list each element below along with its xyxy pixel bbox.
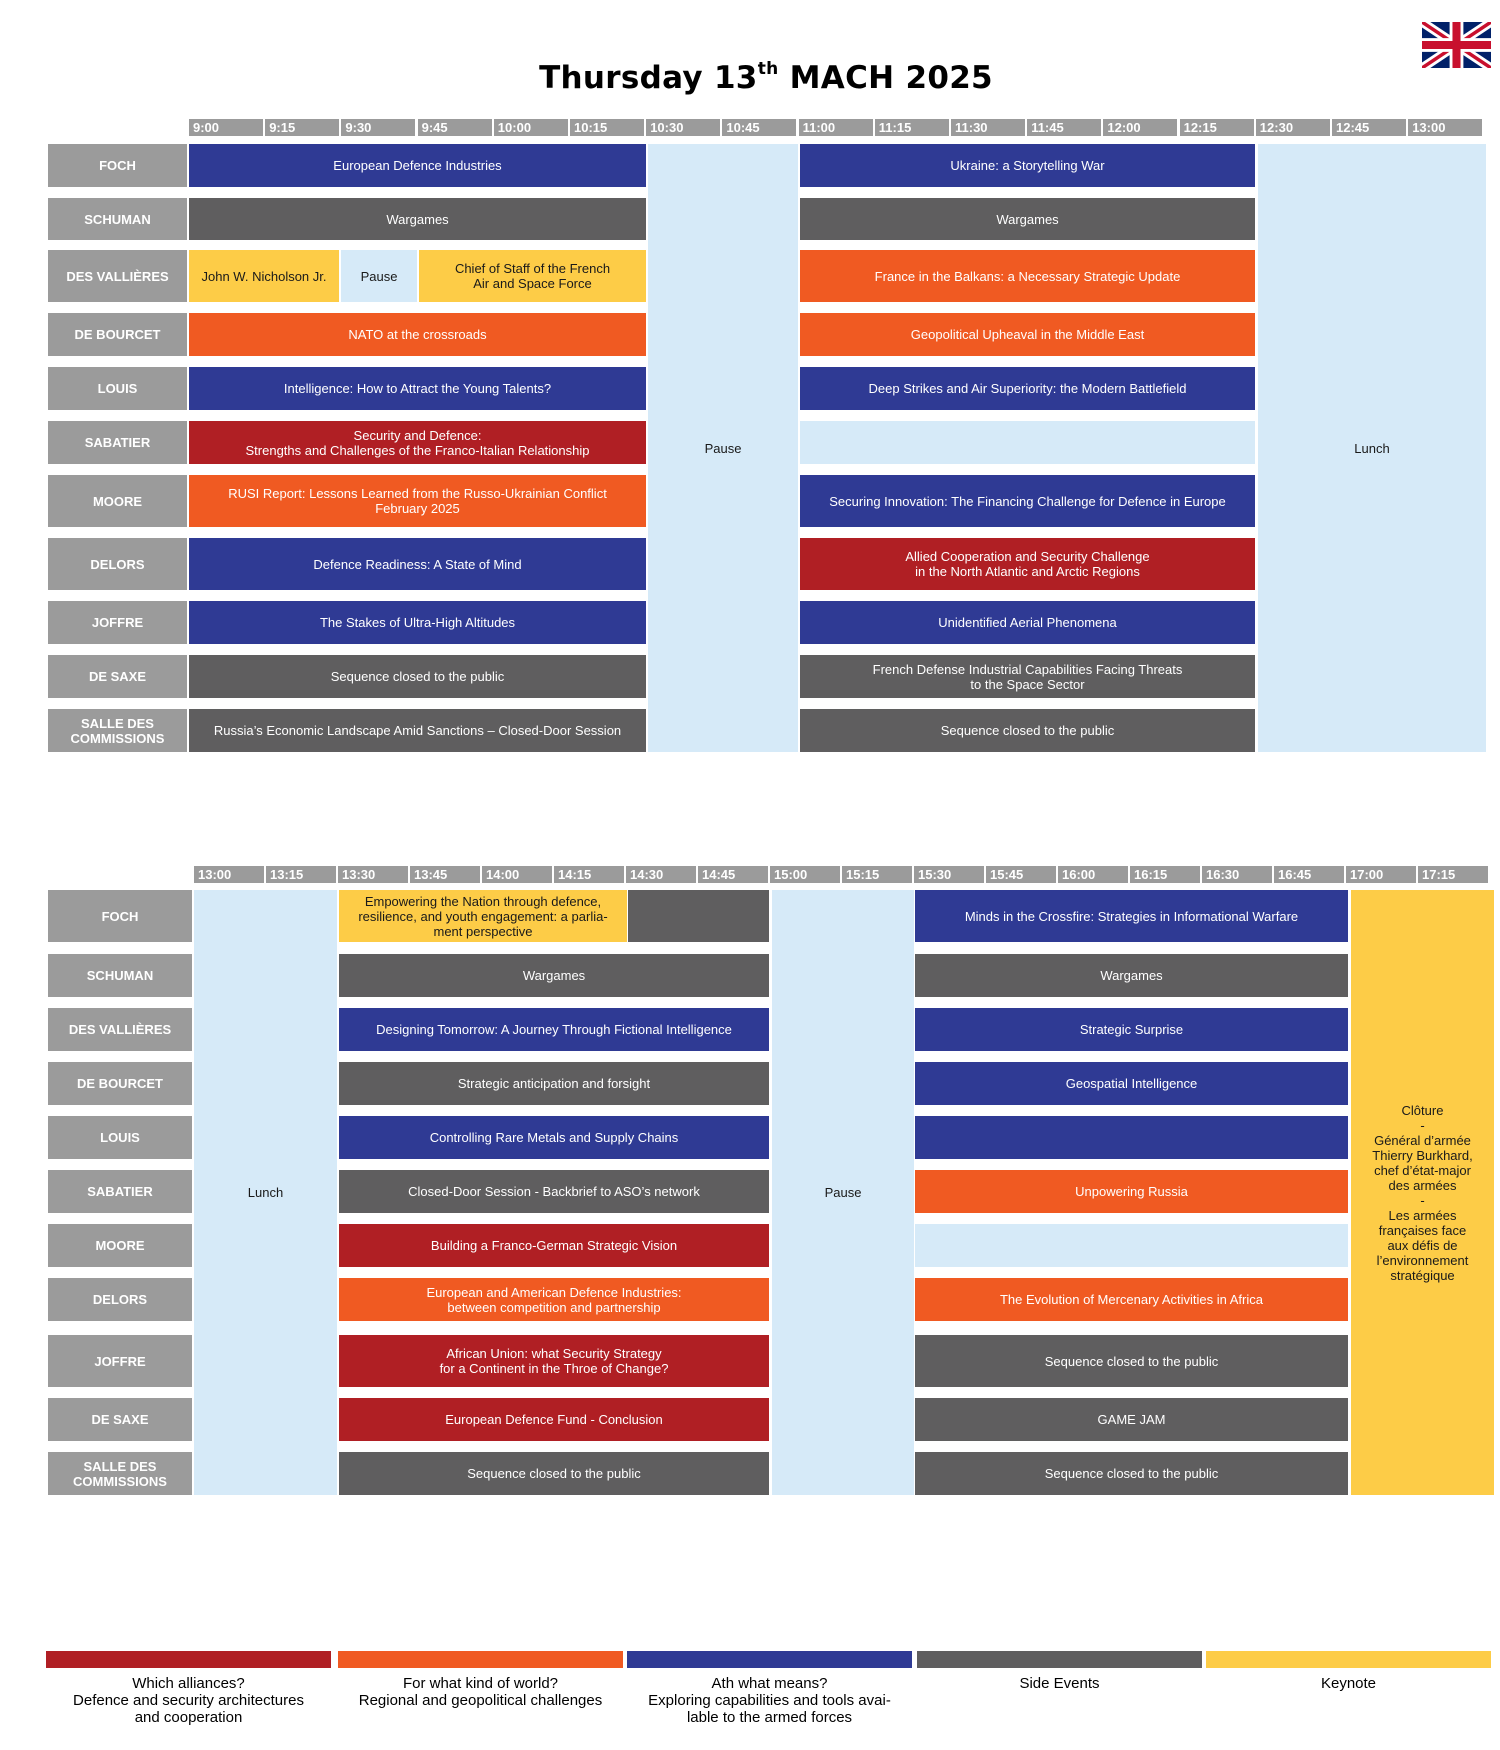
- session-cell[interactable]: Pause: [341, 250, 417, 302]
- session-cell[interactable]: Sequence closed to the public: [915, 1452, 1348, 1495]
- time-slot-label: 15:15: [842, 866, 912, 883]
- time-slot-label: 12:15: [1180, 119, 1254, 136]
- time-slot-label: 15:30: [914, 866, 984, 883]
- time-slot-label: 14:15: [554, 866, 624, 883]
- legend-swatch: [338, 1651, 623, 1668]
- session-cell[interactable]: [628, 890, 769, 942]
- session-cell[interactable]: [915, 1116, 1348, 1159]
- time-slot-label: 16:30: [1202, 866, 1272, 883]
- session-cell[interactable]: [800, 421, 1255, 464]
- session-cell[interactable]: Geospatial Intelligence: [915, 1062, 1348, 1105]
- session-cell[interactable]: Building a Franco-German Strategic Vision: [339, 1224, 769, 1267]
- session-cell[interactable]: Sequence closed to the public: [339, 1452, 769, 1495]
- session-cell[interactable]: NATO at the crossroads: [189, 313, 646, 356]
- session-cell[interactable]: European Defence Industries: [189, 144, 646, 187]
- session-cell[interactable]: Chief of Staff of the French Air and Space Force: [419, 250, 646, 302]
- legend-swatch: [1206, 1651, 1491, 1668]
- session-cell[interactable]: Strategic Surprise: [915, 1008, 1348, 1051]
- time-slot-label: 12:00: [1103, 119, 1177, 136]
- lunch-block: Lunch: [194, 890, 337, 1495]
- time-slot-label: 11:15: [875, 119, 949, 136]
- session-cell[interactable]: Strategic anticipation and forsight: [339, 1062, 769, 1105]
- session-cell[interactable]: GAME JAM: [915, 1398, 1348, 1441]
- session-cell[interactable]: African Union: what Security Strategy for a Continent in the Throe of Change?: [339, 1335, 769, 1387]
- room-label: DES VALLIÈRES: [48, 250, 187, 302]
- time-slot-label: 14:00: [482, 866, 552, 883]
- room-label: DE SAXE: [48, 655, 187, 698]
- room-label: SALLE DES COMMISSIONS: [48, 709, 187, 752]
- legend-label: Which alliances? Defence and security architectures and cooperation: [73, 1675, 304, 1726]
- legend-label: Side Events: [1019, 1675, 1100, 1692]
- room-label: FOCH: [48, 144, 187, 187]
- room-label: DE SAXE: [48, 1398, 192, 1441]
- room-label: JOFFRE: [48, 601, 187, 644]
- time-slot-label: 14:30: [626, 866, 696, 883]
- session-cell[interactable]: European Defence Fund - Conclusion: [339, 1398, 769, 1441]
- session-cell[interactable]: Sequence closed to the public: [915, 1335, 1348, 1387]
- session-cell[interactable]: Securing Innovation: The Financing Challenge for Defence in Europe: [800, 475, 1255, 527]
- room-label: FOCH: [48, 890, 192, 942]
- session-cell[interactable]: Unidentified Aerial Phenomena: [800, 601, 1255, 644]
- session-cell[interactable]: Sequence closed to the public: [800, 709, 1255, 752]
- room-label: MOORE: [48, 475, 187, 527]
- page-title: Thursday 13th MACH 2025: [539, 58, 993, 96]
- session-cell[interactable]: Controlling Rare Metals and Supply Chains: [339, 1116, 769, 1159]
- uk-flag-icon[interactable]: [1422, 22, 1491, 68]
- time-slot-label: 9:30: [341, 119, 415, 136]
- time-slot-label: 16:45: [1274, 866, 1344, 883]
- session-cell[interactable]: Geopolitical Upheaval in the Middle East: [800, 313, 1255, 356]
- session-cell[interactable]: Ukraine: a Storytelling War: [800, 144, 1255, 187]
- session-cell[interactable]: Wargames: [189, 198, 646, 240]
- time-slot-label: 12:30: [1256, 119, 1330, 136]
- time-slot-label: 10:45: [722, 119, 796, 136]
- time-slot-label: 13:00: [1408, 119, 1482, 136]
- session-cell[interactable]: Defence Readiness: A State of Mind: [189, 538, 646, 590]
- room-label: SALLE DES COMMISSIONS: [48, 1452, 192, 1495]
- session-cell[interactable]: Wargames: [800, 198, 1255, 240]
- time-slot-label: 12:45: [1332, 119, 1406, 136]
- room-label: DE BOURCET: [48, 1062, 192, 1105]
- session-cell[interactable]: French Defense Industrial Capabilities Facing Threats to the Space Sector: [800, 655, 1255, 698]
- closing-keynote-block[interactable]: Clôture - Général d’armée Thierry Burkhard, chef d’état-major des armées - Les armées françaises face aux défis de l’environnement stratégique: [1351, 890, 1494, 1495]
- session-cell[interactable]: The Stakes of Ultra-High Altitudes: [189, 601, 646, 644]
- room-label: DE BOURCET: [48, 313, 187, 356]
- time-slot-label: 16:15: [1130, 866, 1200, 883]
- time-slot-label: 9:45: [418, 119, 492, 136]
- lunch-block: Lunch: [1258, 144, 1486, 752]
- room-label: SCHUMAN: [48, 954, 192, 997]
- legend-swatch: [627, 1651, 912, 1668]
- session-cell[interactable]: Empowering the Nation through defence, resilience, and youth engagement: a parlia- ment perspective: [339, 890, 627, 942]
- session-cell[interactable]: Designing Tomorrow: A Journey Through Fictional Intelligence: [339, 1008, 769, 1051]
- time-slot-label: 15:45: [986, 866, 1056, 883]
- room-label: MOORE: [48, 1224, 192, 1267]
- time-slot-label: 17:00: [1346, 866, 1416, 883]
- time-slot-label: 10:00: [494, 119, 568, 136]
- session-cell[interactable]: Minds in the Crossfire: Strategies in Informational Warfare: [915, 890, 1348, 942]
- legend-label: For what kind of world? Regional and geopolitical challenges: [358, 1675, 603, 1709]
- legend-label: Keynote: [1320, 1675, 1377, 1692]
- session-cell[interactable]: European and American Defence Industries: between competition and partnership: [339, 1278, 769, 1321]
- pause-block: Pause: [648, 144, 798, 752]
- time-slot-label: 9:15: [265, 119, 339, 136]
- session-cell[interactable]: France in the Balkans: a Necessary Strategic Update: [800, 250, 1255, 302]
- session-cell[interactable]: Intelligence: How to Attract the Young Talents?: [189, 367, 646, 410]
- session-cell[interactable]: Wargames: [339, 954, 769, 997]
- session-cell[interactable]: Deep Strikes and Air Superiority: the Modern Battlefield: [800, 367, 1255, 410]
- room-label: JOFFRE: [48, 1335, 192, 1387]
- legend-swatch: [46, 1651, 331, 1668]
- time-slot-label: 11:00: [799, 119, 873, 136]
- time-slot-label: 13:45: [410, 866, 480, 883]
- session-cell[interactable]: RUSI Report: Lessons Learned from the Russo-Ukrainian Conflict February 2025: [189, 475, 646, 527]
- time-slot-label: 10:30: [646, 119, 720, 136]
- session-cell[interactable]: Security and Defence: Strengths and Challenges of the Franco-Italian Relationship: [189, 421, 646, 464]
- legend-label: Ath what means? Exploring capabilities and tools avai- lable to the armed forces: [648, 1675, 891, 1726]
- time-slot-label: 11:30: [951, 119, 1025, 136]
- room-label: LOUIS: [48, 1116, 192, 1159]
- room-label: SCHUMAN: [48, 198, 187, 240]
- room-label: SABATIER: [48, 421, 187, 464]
- room-label: DELORS: [48, 538, 187, 590]
- room-label: LOUIS: [48, 367, 187, 410]
- pause-block: Pause: [772, 890, 914, 1495]
- session-cell[interactable]: John W. Nicholson Jr.: [189, 250, 339, 302]
- time-slot-label: 13:15: [266, 866, 336, 883]
- time-slot-label: 13:30: [338, 866, 408, 883]
- session-cell[interactable]: Russia’s Economic Landscape Amid Sanctions – Closed-Door Session: [189, 709, 646, 752]
- time-slot-label: 15:00: [770, 866, 840, 883]
- session-cell[interactable]: [915, 1224, 1348, 1267]
- time-slot-label: 14:45: [698, 866, 768, 883]
- time-slot-label: 11:45: [1027, 119, 1101, 136]
- session-cell[interactable]: Allied Cooperation and Security Challenge in the North Atlantic and Arctic Regions: [800, 538, 1255, 590]
- room-label: DES VALLIÈRES: [48, 1008, 192, 1051]
- session-cell[interactable]: Unpowering Russia: [915, 1170, 1348, 1213]
- session-cell[interactable]: Sequence closed to the public: [189, 655, 646, 698]
- time-slot-label: 9:00: [189, 119, 263, 136]
- time-slot-label: 10:15: [570, 119, 644, 136]
- session-cell[interactable]: Wargames: [915, 954, 1348, 997]
- time-slot-label: 17:15: [1418, 866, 1488, 883]
- legend-swatch: [917, 1651, 1202, 1668]
- session-cell[interactable]: The Evolution of Mercenary Activities in Africa: [915, 1278, 1348, 1321]
- room-label: DELORS: [48, 1278, 192, 1321]
- session-cell[interactable]: Closed-Door Session - Backbrief to ASO’s network: [339, 1170, 769, 1213]
- time-slot-label: 13:00: [194, 866, 264, 883]
- room-label: SABATIER: [48, 1170, 192, 1213]
- time-slot-label: 16:00: [1058, 866, 1128, 883]
